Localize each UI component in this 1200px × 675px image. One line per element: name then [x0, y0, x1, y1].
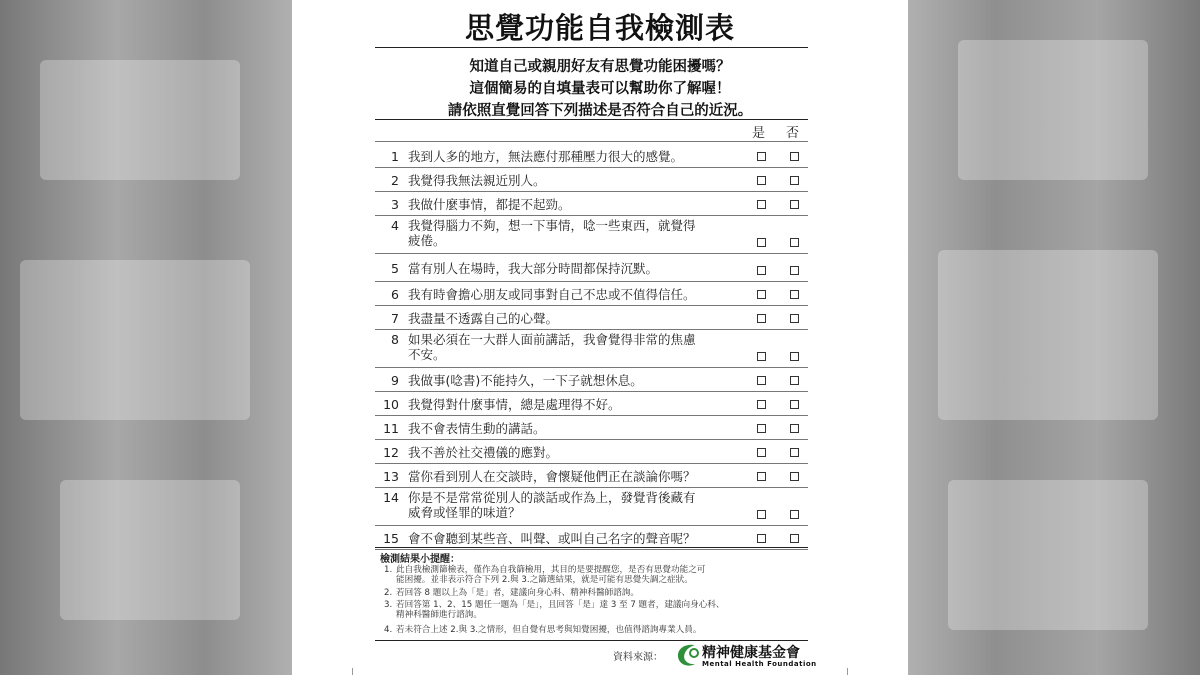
question-row [375, 191, 808, 216]
question-text-line: 我有時會擔心朋友或同事對自己不忠或不值得信任。 [408, 287, 696, 302]
note-text-line: 能困擾。並非表示符合下列 2.與 3.之篩選結果，就是可能有思覺失調之症狀。 [396, 575, 693, 585]
question-number: 2 [391, 173, 399, 188]
question-text [408, 311, 743, 326]
no-checkbox[interactable] [790, 290, 799, 299]
question-text [408, 173, 743, 188]
column-header-yes: 是 [752, 126, 766, 141]
question-number: 1 [391, 149, 399, 164]
notes-divider [375, 547, 808, 548]
note-text [396, 625, 801, 635]
yes-checkbox[interactable] [757, 424, 766, 433]
questionnaire-page [292, 0, 908, 675]
no-checkbox[interactable] [790, 448, 799, 457]
question-text-line: 我不會表情生動的講話。 [408, 421, 546, 436]
note-text-line: 精神科醫師進行諮詢。 [396, 610, 482, 620]
question-text-line: 我做事(唸書)不能持久，一下子就想休息。 [408, 373, 643, 388]
question-text-line: 我做什麼事情，都提不起勁。 [408, 197, 571, 212]
footer-divider [375, 640, 808, 641]
question-text [408, 218, 743, 248]
no-checkbox[interactable] [790, 510, 799, 519]
note-number: 4. [384, 625, 393, 635]
intro-line: 知道自己或親朋好友有思覺功能困擾嗎？ [469, 59, 731, 75]
question-text-line: 我覺得我無法親近別人。 [408, 173, 546, 188]
no-checkbox[interactable] [790, 352, 799, 361]
yes-checkbox[interactable] [757, 510, 766, 519]
yes-checkbox[interactable] [757, 238, 766, 247]
question-row [375, 305, 808, 330]
note-text [396, 600, 801, 620]
question-text [408, 469, 743, 484]
page-corner-mark [847, 668, 854, 675]
note-text-line: 若未符合上述 2.與 3.之情形，但自覺有思考與知覺困擾，也值得諮詢專業人員。 [396, 625, 702, 635]
table-top-border [375, 119, 808, 120]
yes-checkbox[interactable] [757, 472, 766, 481]
question-number: 10 [383, 397, 399, 412]
yes-checkbox[interactable] [757, 376, 766, 385]
intro-line: 請依照直覺回答下列描述是否符合自己的近況。 [447, 103, 753, 119]
no-checkbox[interactable] [790, 424, 799, 433]
note-text [396, 565, 801, 585]
note-text-line: 若回答第 1、2、15 題任一題為「是」，且回答「是」達 3 至 7 題者，建議向身心科、 [396, 600, 725, 610]
no-checkbox[interactable] [790, 314, 799, 323]
question-number: 3 [391, 197, 399, 212]
note-number: 2. [384, 588, 393, 598]
question-number: 9 [391, 373, 399, 388]
page-title: 思覺功能自我檢測表 [464, 11, 735, 45]
question-row [375, 143, 808, 168]
question-text-line: 當有別人在場時，我大部分時間都保持沉默。 [408, 261, 659, 276]
yes-checkbox[interactable] [757, 152, 766, 161]
question-row [375, 439, 808, 464]
question-text [408, 149, 743, 164]
yes-checkbox[interactable] [757, 200, 766, 209]
question-text [408, 287, 743, 302]
question-text-line: 我不善於社交禮儀的應對。 [408, 445, 559, 460]
no-checkbox[interactable] [790, 400, 799, 409]
no-checkbox[interactable] [790, 472, 799, 481]
note-text-line: 此自我檢測篩檢表，僅作為自我篩檢用，其目的是要提醒您，是否有思覺功能之可 [396, 565, 706, 575]
question-number: 5 [391, 261, 399, 276]
yes-checkbox[interactable] [757, 534, 766, 543]
question-text [408, 397, 743, 412]
question-number: 6 [391, 287, 399, 302]
organization-name-en: Mental Health Foundation [702, 660, 817, 668]
question-text [408, 332, 743, 362]
organization-name: 精神健康基金會 [702, 645, 800, 661]
title-divider [375, 47, 808, 48]
question-text [408, 445, 743, 460]
question-text [408, 531, 743, 546]
question-number: 15 [383, 531, 399, 546]
question-text [408, 373, 743, 388]
no-checkbox[interactable] [790, 534, 799, 543]
question-row [375, 253, 808, 282]
no-checkbox[interactable] [790, 238, 799, 247]
question-text-line: 我覺得對什麼事情，總是處理得不好。 [408, 397, 621, 412]
yes-checkbox[interactable] [757, 290, 766, 299]
question-number: 8 [391, 332, 399, 347]
question-row [375, 281, 808, 306]
question-row [375, 329, 808, 368]
question-text [408, 490, 743, 520]
yes-checkbox[interactable] [757, 314, 766, 323]
question-row [375, 415, 808, 440]
note-number: 3. [384, 600, 393, 610]
page-corner-mark [352, 668, 359, 675]
question-text-line: 如果必須在一大群人面前講話，我會覺得非常的焦慮 [408, 332, 696, 347]
yes-checkbox[interactable] [757, 400, 766, 409]
source-label: 資料來源： [613, 652, 663, 663]
question-text-line: 我到人多的地方，無法應付那種壓力很大的感覺。 [408, 149, 684, 164]
note-text [396, 588, 801, 598]
question-text [408, 261, 743, 276]
notes-title: 檢測結果小提醒： [380, 554, 460, 565]
question-number: 4 [391, 218, 399, 233]
blurred-background-right [908, 0, 1200, 675]
question-number: 7 [391, 311, 399, 326]
yes-checkbox[interactable] [757, 266, 766, 275]
question-text-line: 我覺得腦力不夠，想一下事情，唸一些東西，就覺得 [408, 218, 696, 233]
blurred-background-left [0, 0, 292, 675]
question-row [375, 167, 808, 192]
question-text-line: 你是不是常常從別人的談話或作為上，發覺背後藏有 [408, 490, 696, 505]
no-checkbox[interactable] [790, 176, 799, 185]
note-text-line: 若回答 8 題以上為「是」者，建議向身心科、精神科醫師諮詢。 [396, 588, 639, 598]
question-text-line: 不安。 [408, 347, 446, 362]
question-row [375, 463, 808, 488]
no-checkbox[interactable] [790, 266, 799, 275]
question-number: 13 [383, 469, 399, 484]
intro-line: 這個簡易的自填量表可以幫助你了解喔！ [469, 81, 731, 97]
question-row [375, 367, 808, 392]
question-text-line: 疲倦。 [408, 233, 446, 248]
no-checkbox[interactable] [790, 200, 799, 209]
no-checkbox[interactable] [790, 376, 799, 385]
question-text [408, 421, 743, 436]
question-number: 12 [383, 445, 399, 460]
question-text-line: 會不會聽到某些音、叫聲、或叫自己名字的聲音呢？ [408, 531, 696, 546]
question-row [375, 391, 808, 416]
question-row [375, 487, 808, 526]
header-divider [375, 141, 808, 142]
question-text-line: 當你看到別人在交談時，會懷疑他們正在談論你嗎？ [408, 469, 696, 484]
column-header-no: 否 [786, 126, 800, 141]
question-text-line: 我盡量不透露自己的心聲。 [408, 311, 559, 326]
yes-checkbox[interactable] [757, 176, 766, 185]
yes-checkbox[interactable] [757, 352, 766, 361]
question-text-line: 威脅或怪罪的味道？ [408, 505, 521, 520]
question-number: 11 [383, 421, 399, 436]
no-checkbox[interactable] [790, 152, 799, 161]
note-number: 1. [384, 565, 393, 575]
question-number: 14 [383, 490, 399, 505]
question-text [408, 197, 743, 212]
question-row [375, 215, 808, 254]
yes-checkbox[interactable] [757, 448, 766, 457]
